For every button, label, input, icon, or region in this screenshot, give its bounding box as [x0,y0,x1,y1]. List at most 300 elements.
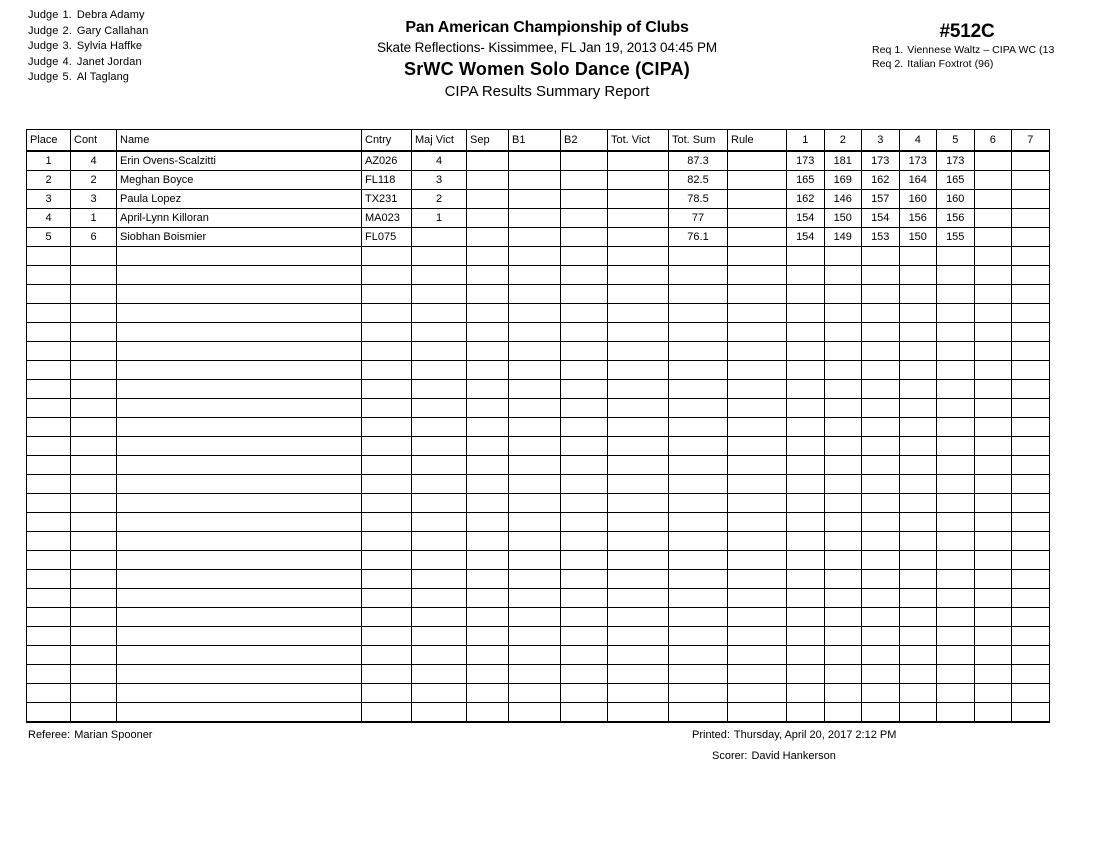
cell-b2 [561,494,608,513]
table-row [27,266,1050,285]
cell-judge-score [824,399,862,418]
referee-label: Referee: [28,729,71,741]
table-row [27,418,1050,437]
cell-judge-score [899,380,937,399]
cell-b1 [509,589,561,608]
cell-tot-sum [669,608,728,627]
cell-cont [71,665,117,684]
cell-maj-vict [412,228,467,247]
cell-tot-vict [608,608,669,627]
cell-judge-score: 154 [787,209,825,228]
cell-judge-score [899,551,937,570]
cell-name [117,684,362,703]
cell-sep [467,323,509,342]
cell-rule [728,190,787,209]
cell-cont [71,608,117,627]
cell-place [27,437,71,456]
table-row [27,665,1050,684]
cell-place [27,342,71,361]
cell-judge-score [937,513,975,532]
cell-rule [728,475,787,494]
cell-tot-sum [669,684,728,703]
cell-cont: 2 [71,171,117,190]
cell-judge-score [937,684,975,703]
cell-judge-score [824,342,862,361]
cell-tot-sum [669,703,728,723]
table-row [27,342,1050,361]
cell-judge-score [824,494,862,513]
scorer-label: Scorer: [712,750,748,762]
cell-judge-score [824,532,862,551]
cell-judge-score [1012,399,1050,418]
cell-judge-score [974,684,1012,703]
cell-place [27,380,71,399]
cell-maj-vict: 3 [412,171,467,190]
cell-judge-score [1012,475,1050,494]
cell-maj-vict [412,399,467,418]
cell-judge-score: 154 [862,209,900,228]
cell-rule [728,532,787,551]
cell-name [117,665,362,684]
cell-place [27,285,71,304]
cell-rule [728,342,787,361]
cell-tot-vict [608,437,669,456]
cell-judge-score [862,266,900,285]
column-header: 6 [974,130,1012,152]
cell-cont: 1 [71,209,117,228]
cell-judge-score [899,304,937,323]
cell-cntry [362,608,412,627]
cell-judge-score [824,703,862,723]
cell-b1 [509,646,561,665]
requirement-number: 2. [894,58,904,70]
cell-cntry [362,570,412,589]
cell-b1 [509,608,561,627]
cell-judge-score [1012,380,1050,399]
cell-maj-vict [412,475,467,494]
cell-judge-score [862,513,900,532]
cell-maj-vict: 4 [412,151,467,171]
judge-label: Judge [28,71,59,83]
cell-judge-score: 181 [824,151,862,171]
cell-tot-vict [608,304,669,323]
cell-judge-score [862,456,900,475]
cell-judge-score [1012,627,1050,646]
cell-judge-score [862,380,900,399]
cell-rule [728,399,787,418]
cell-rule [728,285,787,304]
column-header: Sep [467,130,509,152]
cell-b2 [561,703,608,723]
cell-tot-sum [669,437,728,456]
cell-name [117,703,362,723]
cell-tot-vict [608,151,669,171]
cell-maj-vict [412,380,467,399]
cell-judge-score [862,247,900,266]
cell-name [117,456,362,475]
table-row [27,171,1050,190]
cell-cont [71,304,117,323]
cell-judge-score: 146 [824,190,862,209]
cell-maj-vict [412,304,467,323]
cell-maj-vict [412,589,467,608]
cell-judge-score [862,589,900,608]
cell-tot-sum [669,646,728,665]
cell-judge-score [937,247,975,266]
referee-name: Marian Spooner [74,729,153,741]
cell-b2 [561,532,608,551]
cell-judge-score [974,342,1012,361]
cell-judge-score [824,380,862,399]
cell-judge-score [974,532,1012,551]
cell-judge-score [937,266,975,285]
table-row [27,627,1050,646]
cell-judge-score [974,627,1012,646]
cell-cntry [362,665,412,684]
cell-b2 [561,285,608,304]
cell-cont: 6 [71,228,117,247]
cell-b1 [509,228,561,247]
table-row [27,684,1050,703]
cell-judge-score [824,285,862,304]
cell-judge-score [899,665,937,684]
cell-judge-score [1012,684,1050,703]
cell-b1 [509,665,561,684]
cell-b2 [561,475,608,494]
cell-name [117,589,362,608]
cell-judge-score [937,589,975,608]
cell-sep [467,171,509,190]
table-row [27,589,1050,608]
cell-cont [71,437,117,456]
cell-judge-score [787,551,825,570]
cell-judge-score [1012,285,1050,304]
cell-rule [728,151,787,171]
requirement-text: Viennese Waltz – CIPA WC (13 [907,44,1055,56]
cell-judge-score [787,665,825,684]
cell-sep [467,475,509,494]
cell-tot-vict [608,684,669,703]
cell-place [27,684,71,703]
cell-name [117,608,362,627]
cell-b2 [561,190,608,209]
cell-cont [71,342,117,361]
cell-judge-score: 160 [899,190,937,209]
judge-name: Debra Adamy [76,9,145,21]
cell-b1 [509,627,561,646]
cell-judge-score [899,684,937,703]
column-header: Name [117,130,362,152]
cell-sep [467,551,509,570]
cell-cntry [362,266,412,285]
table-row [27,285,1050,304]
cell-maj-vict: 1 [412,209,467,228]
cell-tot-sum [669,399,728,418]
cell-judge-score: 165 [787,171,825,190]
cell-tot-vict [608,513,669,532]
cell-judge-score: 162 [787,190,825,209]
cell-tot-sum [669,494,728,513]
cell-cntry: FL075 [362,228,412,247]
cell-cont [71,589,117,608]
printed-label: Printed: [692,729,730,741]
cell-judge-score [974,551,1012,570]
table-row [27,703,1050,723]
cell-sep [467,646,509,665]
cell-judge-score [974,228,1012,247]
cell-cont: 3 [71,190,117,209]
cell-b1 [509,342,561,361]
cell-place [27,247,71,266]
cell-judge-score [1012,171,1050,190]
cell-b1 [509,151,561,171]
cell-rule [728,304,787,323]
cell-judge-score [824,608,862,627]
event-category-title: SrWC Women Solo Dance (CIPA) [404,59,690,79]
cell-maj-vict [412,513,467,532]
cell-judge-score [937,285,975,304]
judges-panel [28,8,148,86]
cell-judge-score [1012,323,1050,342]
cell-judge-score [787,399,825,418]
cell-tot-vict [608,190,669,209]
cell-judge-score: 173 [937,151,975,171]
cell-name: Paula Lopez [117,190,362,209]
table-row [27,190,1050,209]
cell-judge-score [974,494,1012,513]
cell-sep [467,589,509,608]
cell-judge-score [899,437,937,456]
cell-b2 [561,266,608,285]
cell-place: 4 [27,209,71,228]
cell-maj-vict [412,608,467,627]
cell-tot-vict [608,570,669,589]
cell-place [27,608,71,627]
cell-cont [71,380,117,399]
cell-sep [467,228,509,247]
cell-b2 [561,456,608,475]
cell-cntry [362,532,412,551]
judge-label: Judge [28,40,59,52]
cell-tot-vict [608,285,669,304]
cell-judge-score [787,342,825,361]
cell-b1 [509,475,561,494]
judge-number: 5. [62,71,72,83]
cell-judge-score [899,399,937,418]
table-row [27,380,1050,399]
cell-cntry [362,494,412,513]
cell-judge-score [1012,418,1050,437]
cell-judge-score [937,532,975,551]
cell-judge-score [787,608,825,627]
cell-b2 [561,684,608,703]
cell-sep [467,627,509,646]
cell-judge-score [787,266,825,285]
table-row [27,513,1050,532]
cell-judge-score: 160 [937,190,975,209]
cell-sep [467,665,509,684]
cell-judge-score [899,456,937,475]
cell-place: 3 [27,190,71,209]
cell-judge-score [899,608,937,627]
cell-rule [728,209,787,228]
cell-b1 [509,684,561,703]
cell-b1 [509,285,561,304]
cell-judge-score [899,513,937,532]
cell-judge-score [862,608,900,627]
cell-judge-score [974,304,1012,323]
cell-judge-score [1012,151,1050,171]
cell-judge-score [974,418,1012,437]
cell-judge-score: 155 [937,228,975,247]
printed-line [692,728,896,743]
cell-cntry [362,285,412,304]
cell-judge-score [787,323,825,342]
cell-b1 [509,551,561,570]
cell-rule [728,171,787,190]
cell-judge-score [824,684,862,703]
column-header: Place [27,130,71,152]
cell-b2 [561,551,608,570]
cell-maj-vict [412,285,467,304]
column-header: 1 [787,130,825,152]
cell-name: April-Lynn Killoran [117,209,362,228]
column-header: B1 [509,130,561,152]
cell-tot-vict [608,703,669,723]
cell-tot-vict [608,589,669,608]
cell-judge-score [862,703,900,723]
cell-judge-score [899,418,937,437]
cell-b2 [561,361,608,380]
cell-place [27,589,71,608]
cell-b1 [509,190,561,209]
cell-cntry [362,437,412,456]
cell-place: 5 [27,228,71,247]
cell-cntry [362,475,412,494]
cell-place [27,475,71,494]
cell-cntry: TX231 [362,190,412,209]
report-title: CIPA Results Summary Report [444,83,650,100]
cell-judge-score [1012,570,1050,589]
cell-b2 [561,247,608,266]
cell-maj-vict [412,361,467,380]
cell-cntry: AZ026 [362,151,412,171]
cell-tot-sum [669,418,728,437]
cell-maj-vict [412,437,467,456]
cell-cntry [362,646,412,665]
cell-judge-score [1012,608,1050,627]
cell-maj-vict [412,494,467,513]
cell-cntry [362,589,412,608]
cell-judge-score [787,513,825,532]
cell-tot-vict [608,418,669,437]
cell-b2 [561,608,608,627]
cell-cont [71,361,117,380]
cell-tot-vict [608,380,669,399]
cell-cont [71,456,117,475]
cell-cont: 4 [71,151,117,171]
cell-judge-score [937,437,975,456]
cell-judge-score [974,399,1012,418]
cell-maj-vict [412,646,467,665]
table-row [27,475,1050,494]
requirement-label: Req [872,44,892,56]
cell-name [117,532,362,551]
cell-judge-score [862,551,900,570]
cell-cntry [362,247,412,266]
cell-rule [728,380,787,399]
cell-cont [71,570,117,589]
cell-judge-score [974,151,1012,171]
cell-b2 [561,209,608,228]
cell-place: 1 [27,151,71,171]
cell-b2 [561,418,608,437]
cell-judge-score: 169 [824,171,862,190]
cell-judge-score: 157 [862,190,900,209]
cell-rule [728,513,787,532]
scorer-name: David Hankerson [751,750,836,762]
judge-entry [28,39,148,55]
column-header: 4 [899,130,937,152]
table-row [27,399,1050,418]
cell-judge-score [862,304,900,323]
cell-judge-score [1012,456,1050,475]
cell-rule [728,551,787,570]
table-row [27,323,1050,342]
cell-sep [467,570,509,589]
cell-place [27,494,71,513]
cell-tot-sum [669,570,728,589]
cell-cntry [362,684,412,703]
cell-sep [467,151,509,171]
table-row [27,304,1050,323]
cell-judge-score [937,570,975,589]
event-number: #512C [939,21,995,42]
cell-judge-score [824,437,862,456]
cell-place [27,513,71,532]
cell-judge-score [937,361,975,380]
cell-judge-score [1012,513,1050,532]
printed-timestamp: Thursday, April 20, 2017 2:12 PM [733,729,897,741]
requirement-entry [860,57,1100,71]
cell-b1 [509,399,561,418]
cell-judge-score [824,551,862,570]
cell-judge-score [937,418,975,437]
cell-judge-score [862,418,900,437]
cell-judge-score [937,380,975,399]
cell-maj-vict [412,266,467,285]
cell-judge-score [974,285,1012,304]
table-row [27,494,1050,513]
cell-sep [467,437,509,456]
cell-name [117,475,362,494]
cell-judge-score [862,342,900,361]
cell-cont [71,646,117,665]
cell-judge-score [1012,247,1050,266]
table-row [27,570,1050,589]
cell-judge-score [974,380,1012,399]
cell-rule [728,684,787,703]
cell-name [117,323,362,342]
cell-judge-score: 173 [899,151,937,171]
cell-judge-score [1012,494,1050,513]
cell-b1 [509,266,561,285]
cell-judge-score [862,399,900,418]
cell-judge-score [974,247,1012,266]
table-row [27,532,1050,551]
cell-judge-score [787,475,825,494]
judge-number: 3. [62,40,72,52]
